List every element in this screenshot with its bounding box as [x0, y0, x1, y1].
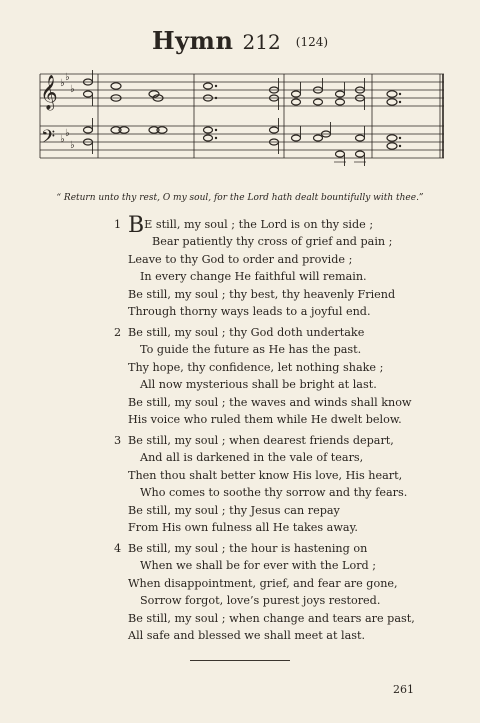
verse-line: Be still, my soul ; when dearest friends depart, — [128, 434, 394, 447]
verse-line: Thy hope, thy confidence, let nothing shake ; — [128, 360, 384, 374]
epigraph: “ Return unto thy rest, O my soul, for the Lord hath dealt bountifully with thee.” — [56, 193, 424, 203]
svg-text:♭: ♭ — [65, 128, 70, 139]
bass-staff — [40, 126, 444, 158]
verse-number: 2 — [114, 326, 122, 339]
verse-line: Sorrow forgot, love’s purest joys restored. — [140, 594, 381, 608]
svg-text:♭: ♭ — [70, 84, 75, 95]
verse-line: Be still, my soul ; when change and tears are past, — [128, 611, 415, 625]
verse-line: Be still, my soul ; thy best, thy heavenly Friend — [128, 287, 396, 301]
verse-line: Be still, my soul ; the waves and winds shall know — [128, 395, 412, 409]
page-number: 261 — [393, 683, 414, 696]
bar-lines — [40, 74, 443, 158]
verse-line: All now mysterious shall be bright at last. — [140, 378, 377, 392]
verse-4 — [114, 540, 415, 644]
treble-clef-icon: 𝄞 — [40, 75, 58, 110]
verse-line: Then thou shalt better know His love, His heart, — [128, 468, 403, 482]
verse-line: Leave to thy God to order and provide ; — [128, 252, 353, 266]
verse-number: 3 — [114, 434, 122, 447]
verse-line: To guide the future as He has the past. — [140, 343, 362, 357]
svg-text:♭: ♭ — [60, 134, 65, 145]
verse-line: In every change He faithful will remain. — [140, 270, 367, 284]
svg-text:♭: ♭ — [60, 78, 65, 89]
drop-cap: B — [128, 213, 145, 238]
svg-text:♭: ♭ — [65, 72, 70, 83]
hymn-word: Hymn — [151, 26, 234, 55]
verse-line: From His own fulness all He takes away. — [128, 520, 358, 534]
hymn-number: 212 — [242, 30, 281, 54]
divider — [190, 660, 290, 661]
verse-line: And all is darkened in the vale of tears, — [140, 451, 364, 465]
verse-number: 1 — [114, 218, 122, 231]
verse-line: Be still, my soul ; thy God doth undertake — [128, 326, 365, 339]
svg-text:♭: ♭ — [70, 140, 75, 151]
verse-line: E still, my soul ; the Lord is on thy side ; — [144, 218, 374, 231]
verse-line: Bear patiently thy cross of grief and pain ; — [152, 235, 393, 249]
hymn-title — [0, 26, 480, 59]
verse-line: Through thorny ways leads to a joyful end. — [128, 304, 371, 318]
verse-line: Be still, my soul ; thy Jesus can repay — [128, 503, 340, 517]
verse-number: 4 — [114, 542, 122, 555]
verse-line: When disappointment, grief, and fear are gone, — [128, 576, 398, 590]
verse-line: His voice who ruled them while He dwelt below. — [128, 412, 402, 426]
verse-line: Who comes to soothe thy sorrow and thy fears. — [140, 486, 408, 500]
bass-dots — [215, 129, 401, 147]
verse-3 — [114, 432, 407, 536]
bass-clef-icon: 𝄢 — [41, 127, 56, 152]
verse-line: All safe and blessed we shall meet at last. — [128, 628, 366, 642]
verse-line: When we shall be for ever with the Lord ; — [140, 559, 377, 573]
tune-reference: (124) — [295, 35, 329, 49]
verse-2 — [114, 324, 412, 428]
music-score — [34, 68, 446, 170]
treble-staff — [40, 74, 444, 106]
treble-dots — [215, 85, 401, 103]
verse-1 — [114, 213, 396, 320]
key-signature-icon — [60, 72, 75, 151]
verse-line: Be still, my soul ; the hour is hastening on — [128, 542, 368, 555]
treble-notes — [84, 79, 398, 105]
